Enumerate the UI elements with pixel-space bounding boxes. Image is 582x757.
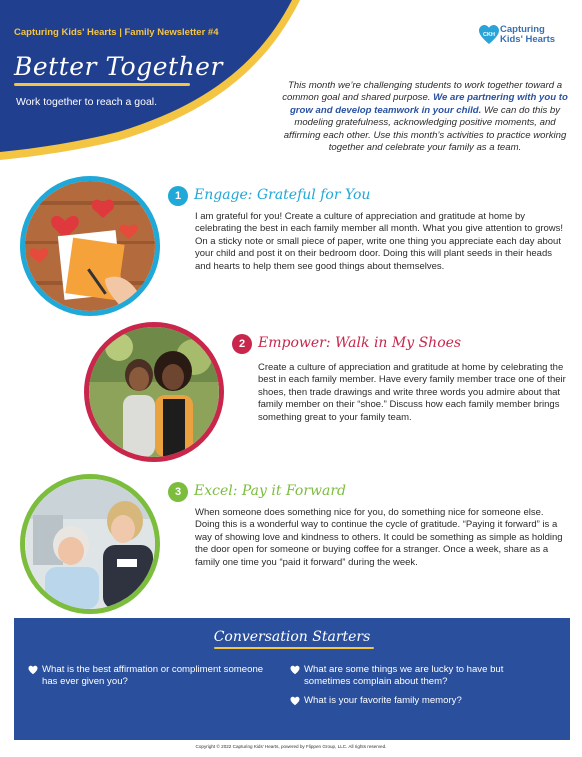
section-3-title: Excel: Pay it Forward [194, 483, 346, 499]
newsletter-series-label: Capturing Kids' Hearts | Family Newsletter #4 [14, 27, 219, 38]
section-3-body: When someone does something nice for you, do something nice for someone else. Doing this is a wonderful way to continue the cycle of gratitude. “Paying it forward” is a way of showing love and kindness to others. It could be something as simple as holding the door open for someone or buying coffee for a stranger. Once a week, share as a family one time you “paid it forward” during the week. [195, 507, 563, 568]
conversation-starters-box [14, 618, 570, 740]
conversation-question-3 [304, 695, 544, 707]
volunteer-visit-illustration [25, 479, 155, 609]
page-subtitle: Work together to reach a goal. [16, 96, 158, 108]
logo-wordmark [500, 25, 555, 45]
question-1-text: What is the best affirmation or compliment someone has ever given you? [42, 664, 264, 687]
intro-paragraph [280, 80, 570, 154]
logo-mark-text: CKH [483, 32, 495, 38]
section-1-number: 1 [168, 186, 188, 206]
logo-line-2: Kids' Hearts [500, 34, 556, 45]
conversation-title-underline [214, 647, 374, 649]
heart-bullet-icon [290, 696, 300, 706]
mother-daughter-illustration [89, 327, 219, 457]
conversation-question-1 [42, 664, 272, 688]
title-underline [14, 83, 190, 86]
intro-emphasis: We are partnering with you to grow and develop teamwork in your child. [289, 92, 568, 116]
intro-text-2: We can do this by modeling gratefulness, acknowledging positive moments, and affirming each other. Use this month’s activities to practice working together and celebrate your family as a team. [283, 104, 567, 154]
section-2-photo [84, 322, 224, 462]
section-3-photo [20, 474, 160, 614]
question-2-text: What are some things we are lucky to have but sometimes complain about them? [304, 664, 504, 687]
conversation-question-2 [304, 664, 544, 688]
section-3-number: 3 [168, 482, 188, 502]
section-2-body: Create a culture of appreciation and gratitude at home by celebrating the best in each family member. Have every family member trace one of their shoes, then trade drawings and write three words you admire about that family member on their “shoe.” Discuss how each family member brings something great to your family team. [258, 362, 566, 423]
section-1-body: I am grateful for you! Create a culture of appreciation and gratitude at home by celebrating the best in each family member all month. What you give attention to grows! On a sticky note or small piece of paper, write one thing you appreciate each day about your child and post it on their bedroom door. Doing this will plant seeds in their heads and hearts to help them see good things about themselves. [195, 211, 564, 272]
intro-text-1: This month we’re challenging students to work together toward a common goal and shared purpose. [282, 80, 563, 104]
conversation-title: Conversation Starters [213, 629, 371, 645]
ckh-logo-heart-icon [478, 24, 500, 46]
heart-bullet-icon [290, 665, 300, 675]
section-1-title: Engage: Grateful for You [194, 187, 371, 203]
page-title: Better Together [14, 52, 223, 81]
copyright-footer: Copyright © 2022 Capturing Kids’ Hearts, powered by Flippen Group, LLC. All rights reserved. [195, 744, 387, 749]
logo-line-1: Capturing [500, 24, 545, 35]
section-1-photo [20, 176, 160, 316]
question-3-text: What is your favorite family memory? [304, 695, 462, 706]
heart-bullet-icon [28, 665, 38, 675]
gratitude-note-illustration [25, 181, 155, 311]
section-2-title: Empower: Walk in My Shoes [258, 335, 462, 351]
section-2-number: 2 [232, 334, 252, 354]
